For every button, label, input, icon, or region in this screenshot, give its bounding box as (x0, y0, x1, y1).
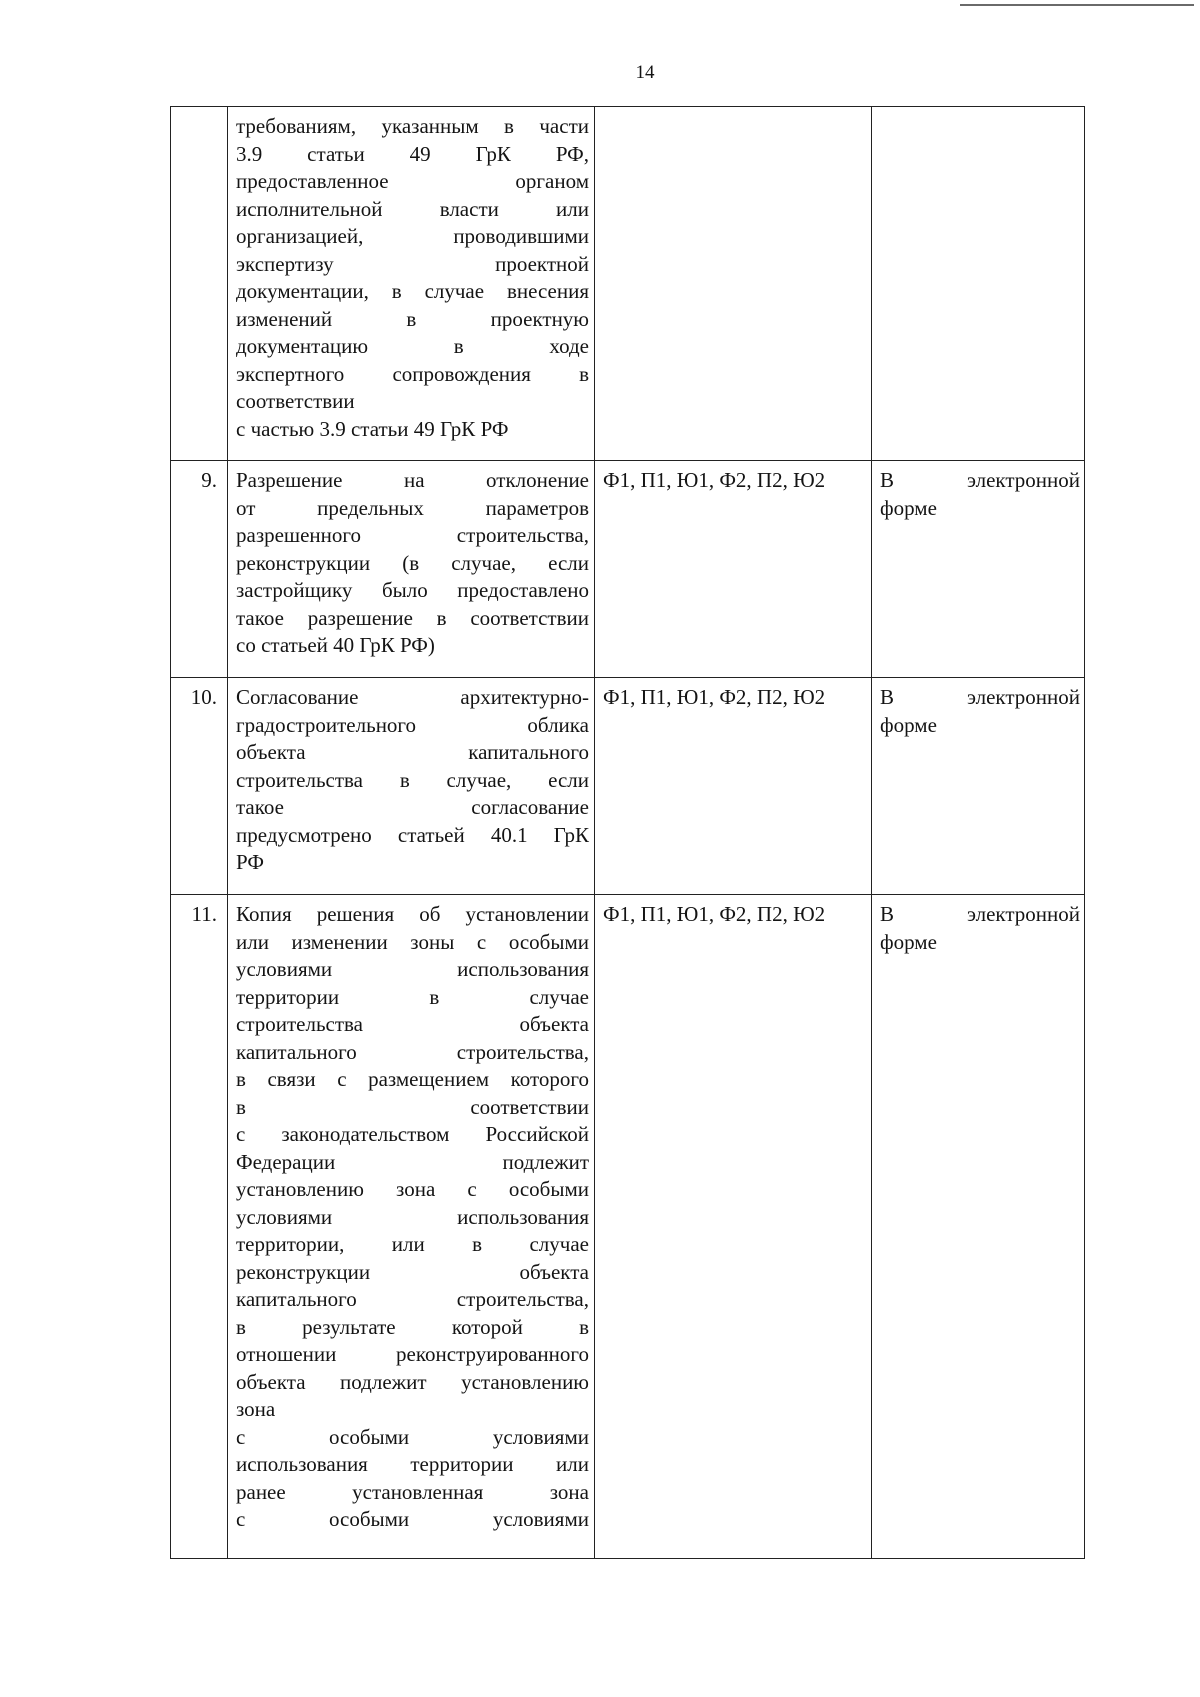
description-line: документации, в случае внесения (236, 279, 589, 303)
document-description (228, 107, 595, 461)
description-line: Копия решения об установлении (236, 902, 589, 926)
applicant-categories: Ф1, П1, Ю1, Ф2, П2, Ю2 (595, 895, 872, 1559)
form-word: электронной (966, 902, 1080, 926)
form-suffix: форме (880, 712, 937, 737)
submission-form (872, 107, 1085, 461)
document-description (228, 678, 595, 895)
description-line: объекта подлежит установлению (236, 1369, 589, 1394)
description-line: условиями использования (236, 1204, 589, 1229)
table-row (171, 107, 1085, 461)
table-row (171, 461, 1085, 678)
description-line: соответствии (236, 389, 355, 413)
form-line (880, 467, 1080, 495)
description-line: застройщику было предоставлено (236, 578, 589, 602)
description-line: с особыми условиями (236, 1507, 589, 1531)
document-description (228, 895, 595, 1559)
description-line: от предельных параметров (236, 495, 589, 520)
description-line: установлению зона с особыми (236, 1177, 589, 1201)
description-line: предоставленное органом (236, 169, 589, 193)
table-row (171, 895, 1085, 1559)
description-line: реконструкции (в случае, если (236, 550, 589, 575)
documents-table (170, 106, 1085, 1559)
form-prefix: В (880, 902, 895, 926)
description-line: ранее установленная зона (236, 1479, 589, 1504)
row-number: 10. (171, 678, 228, 895)
form-line (880, 901, 1080, 929)
form-line (880, 684, 1080, 712)
form-prefix: В (880, 685, 895, 709)
description-line: разрешенного строительства, (236, 523, 589, 547)
description-line: строительства объекта (236, 1012, 589, 1036)
submission-form (872, 461, 1085, 678)
description-line: с законодательством Российской (236, 1122, 589, 1146)
description-line: такое согласование (236, 795, 589, 819)
description-line: строительства в случае, если (236, 767, 589, 792)
form-word: электронной (966, 685, 1080, 709)
row-number: 11. (171, 895, 228, 1559)
submission-form (872, 678, 1085, 895)
description-line: такое разрешение в соответствии (236, 605, 589, 630)
description-line: Согласование архитектурно- (236, 685, 589, 709)
description-line: организацией, проводившими (236, 224, 589, 248)
table-row (171, 678, 1085, 895)
description-line: Разрешение на отклонение (236, 468, 589, 492)
description-line: документацию в ходе (236, 334, 589, 358)
description-line: со статьей 40 ГрК РФ) (236, 633, 435, 657)
form-word: электронной (966, 468, 1080, 492)
form-suffix: форме (880, 495, 937, 520)
description-line: условиями использования (236, 957, 589, 981)
description-line: изменений в проектную (236, 306, 589, 331)
description-line: в соответствии (236, 1094, 589, 1119)
description-line: экспертного сопровождения в (236, 361, 589, 386)
description-line: зона (236, 1397, 276, 1421)
applicant-categories: Ф1, П1, Ю1, Ф2, П2, Ю2 (595, 461, 872, 678)
description-line: исполнительной власти или (236, 196, 589, 221)
description-line: требованиям, указанным в части (236, 114, 589, 138)
description-line: экспертизу проектной (236, 251, 589, 276)
description-line: капитального строительства, (236, 1287, 589, 1311)
description-line: градостроительного облика (236, 712, 589, 737)
description-line: реконструкции объекта (236, 1259, 589, 1284)
description-line: предусмотрено статьей 40.1 ГрК (236, 822, 589, 847)
applicant-categories: Ф1, П1, Ю1, Ф2, П2, Ю2 (595, 678, 872, 895)
description-line: отношении реконструированного (236, 1342, 589, 1366)
description-line: объекта капитального (236, 740, 589, 764)
description-line: с особыми условиями (236, 1424, 589, 1449)
description-line: в связи с размещением которого (236, 1067, 589, 1091)
applicant-categories (595, 107, 872, 461)
description-line: капитального строительства, (236, 1039, 589, 1064)
scan-edge-line (960, 4, 1194, 6)
description-line: 3.9 статьи 49 ГрК РФ, (236, 141, 589, 166)
description-line: с частью 3.9 статьи 49 ГрК РФ (236, 416, 509, 441)
description-line: Федерации подлежит (236, 1149, 589, 1174)
document-description (228, 461, 595, 678)
description-line: использования территории или (236, 1452, 589, 1476)
submission-form (872, 895, 1085, 1559)
description-line: РФ (236, 850, 264, 874)
row-number (171, 107, 228, 461)
form-suffix: форме (880, 929, 937, 954)
form-prefix: В (880, 468, 895, 492)
page-number: 14 (635, 62, 655, 83)
description-line: территории, или в случае (236, 1232, 589, 1256)
description-line: территории в случае (236, 984, 589, 1009)
description-line: или изменении зоны с особыми (236, 929, 589, 954)
row-number: 9. (171, 461, 228, 678)
description-line: в результате которой в (236, 1314, 589, 1339)
